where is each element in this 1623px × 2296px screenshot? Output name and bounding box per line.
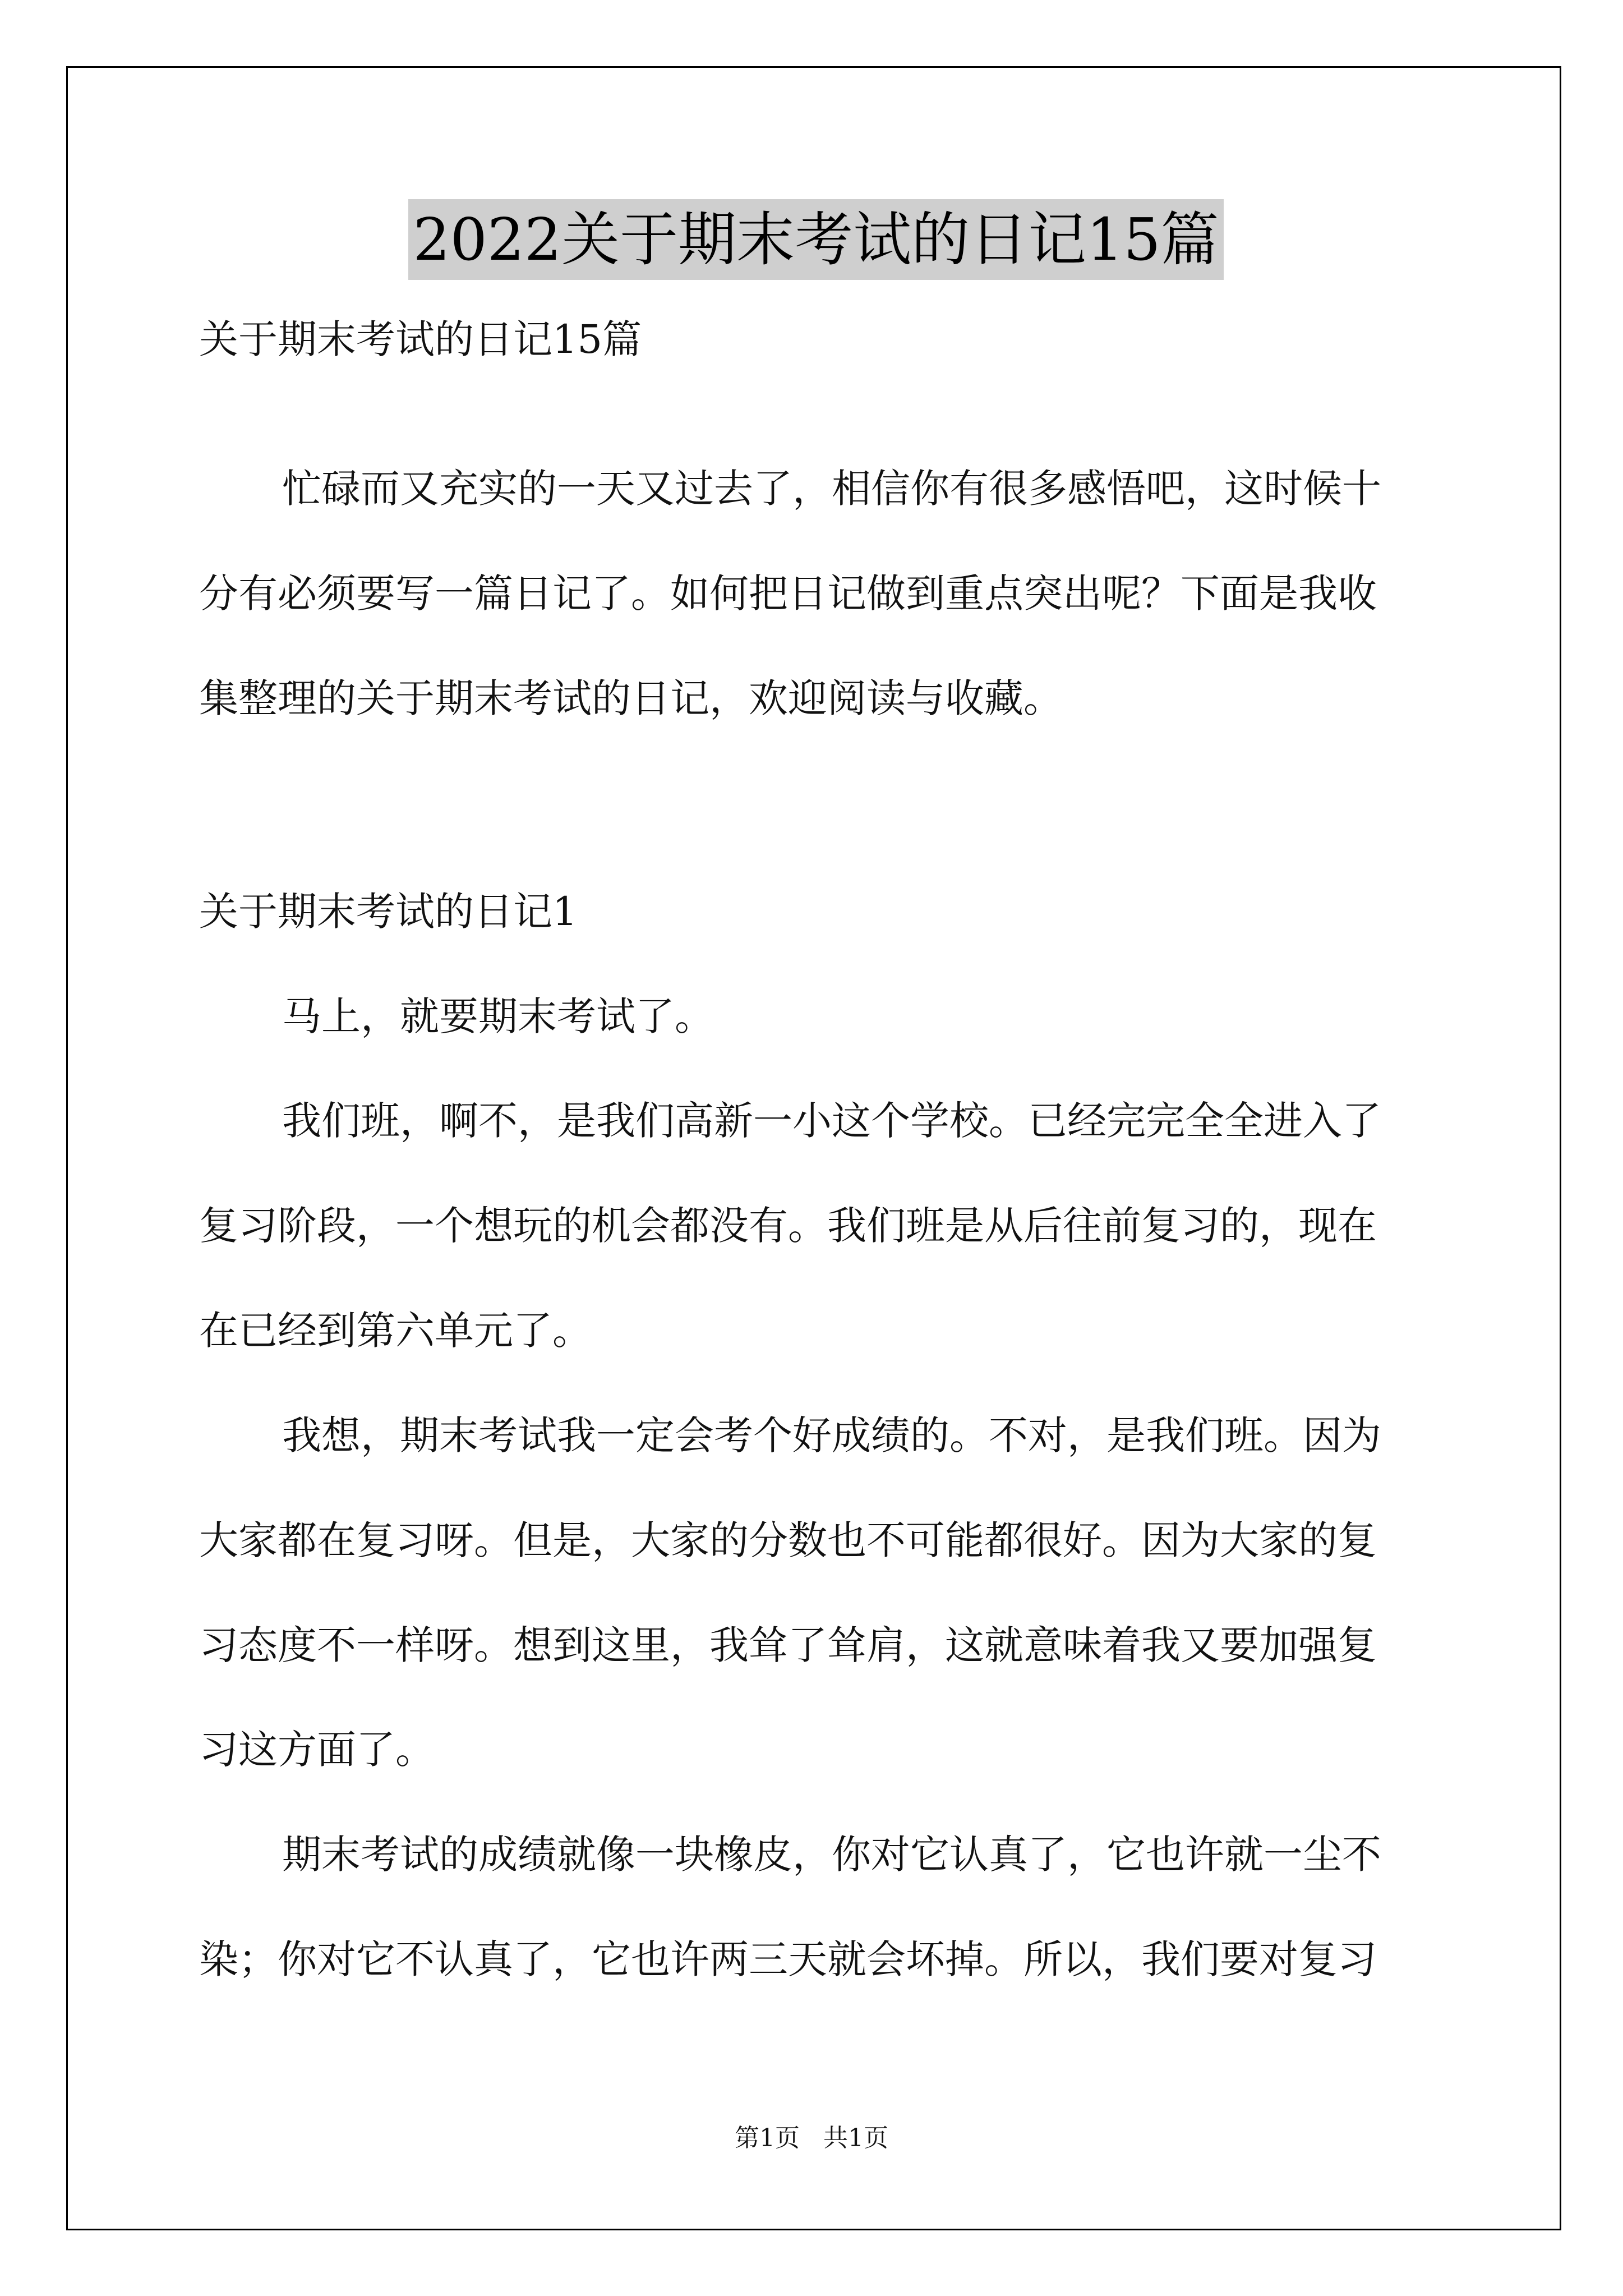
paragraph-line: 染；你对它不认真了，它也许两三天就会坏掉。所以，我们要对复习: [199, 1936, 1377, 1982]
paragraph-line: 期末考试的成绩就像一块橡皮，你对它认真了，它也许就一尘不: [282, 1832, 1381, 1878]
paragraph-line: 忙碌而又充实的一天又过去了，相信你有很多感悟吧，这时候十: [282, 466, 1381, 512]
document-title: 2022关于期末考试的日记15篇: [408, 199, 1223, 280]
paragraph-line: 复习阶段，一个想玩的机会都没有。我们班是从后往前复习的，现在: [199, 1203, 1377, 1249]
paragraph-line: 我想，期末考试我一定会考个好成绩的。不对，是我们班。因为: [282, 1412, 1381, 1458]
paragraph-line: 习态度不一样呀。想到这里，我耸了耸肩，这就意味着我又要加强复: [199, 1622, 1377, 1668]
paragraph-line: 分有必须要写一篇日记了。如何把日记做到重点突出呢？下面是我收: [199, 570, 1377, 616]
paragraph-line: 马上，就要期末考试了。: [282, 993, 714, 1039]
document-body: [199, 0, 1433, 2120]
paragraph-line: 习这方面了。: [199, 1727, 435, 1773]
paragraph-line: 我们班，啊不，是我们高新一小这个学校。已经完完全全进入了: [282, 1098, 1381, 1144]
title-wrap: [199, 199, 1433, 283]
paragraph-line: 大家都在复习呀。但是，大家的分数也不可能都很好。因为大家的复: [199, 1517, 1377, 1563]
section-heading: 关于期末考试的日记1: [199, 889, 578, 935]
subtitle-line: 关于期末考试的日记15篇: [199, 316, 642, 362]
page-footer: 第1页 共1页: [735, 2124, 888, 2152]
paragraph-line: 集整理的关于期末考试的日记，欢迎阅读与收藏。: [199, 675, 1063, 721]
paragraph-line: 在已经到第六单元了。: [199, 1308, 592, 1354]
